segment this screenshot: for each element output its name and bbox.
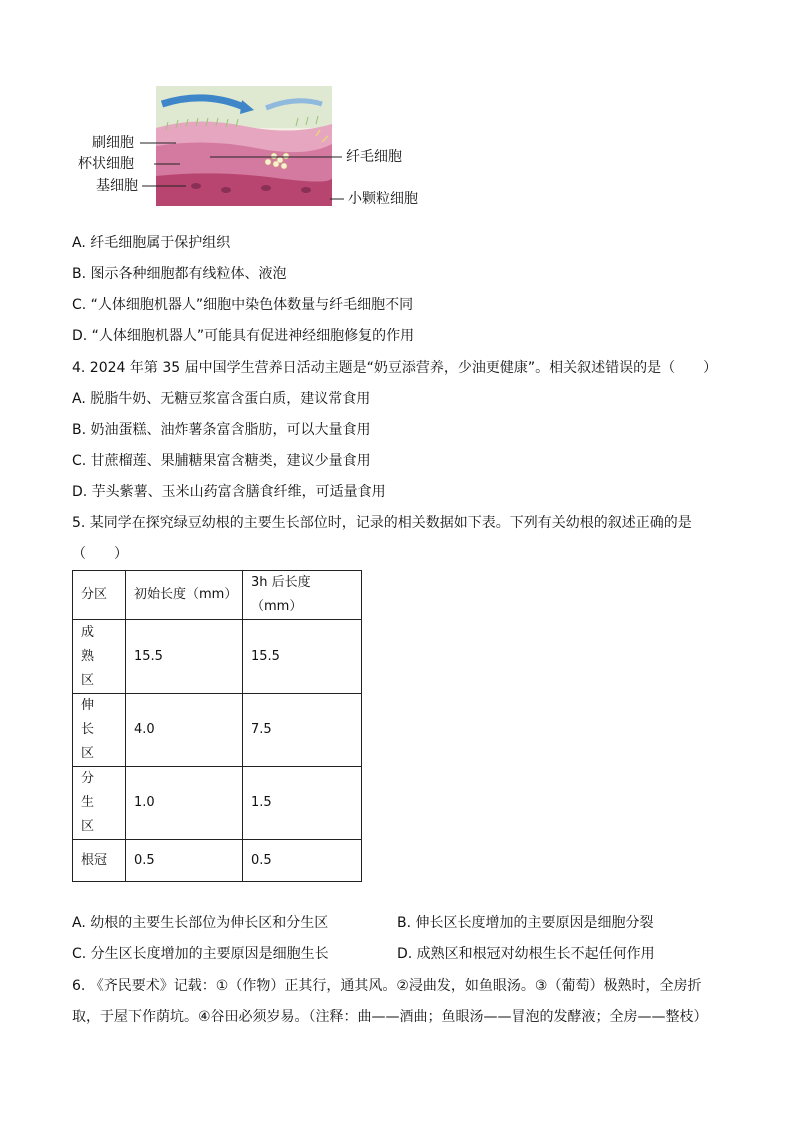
header-after-length: 3h 后长度（mm） — [243, 571, 362, 620]
initial-cell: 0.5 — [126, 840, 243, 882]
q3-option-c: C. “人体细胞机器人”细胞中染色体数量与纤毛细胞不同 — [72, 297, 414, 313]
label-goblet-cell: 杯状细胞 — [78, 156, 134, 172]
initial-cell: 15.5 — [126, 620, 243, 694]
q3-option-a: A. 纤毛细胞属于保护组织 — [72, 235, 231, 251]
q5-option-a: A. 幼根的主要生长部位为伸长区和分生区 — [72, 915, 329, 931]
initial-cell: 4.0 — [126, 694, 243, 767]
q3-option-b: B. 图示各种细胞都有线粒体、液泡 — [72, 266, 287, 282]
table-header-row — [73, 571, 362, 620]
q5-stem: 5. 某同学在探究绿豆幼根的主要生长部位时，记录的相关数据如下表。下列有关幼根的叙述正确的是 — [72, 515, 692, 531]
after-cell: 1.5 — [243, 767, 362, 840]
root-growth-table — [72, 570, 362, 882]
after-cell: 7.5 — [243, 694, 362, 767]
q5-option-b: B. 伸长区长度增加的主要原因是细胞分裂 — [397, 915, 654, 931]
q6-stem-line2: 取，于屋下作荫坑。④谷田必须岁易。（注释：曲——酒曲；鱼眼汤——冒泡的发酵液；全房——整枝） — [72, 1009, 708, 1025]
q4-option-c: C. 甘蔗榴莲、果脯糖果富含糖类，建议少量食用 — [72, 453, 371, 469]
table-row — [73, 767, 362, 840]
table-row — [73, 620, 362, 694]
header-initial-length: 初始长度（mm） — [126, 571, 243, 620]
header-zone: 分区 — [73, 571, 126, 620]
after-cell: 0.5 — [243, 840, 362, 882]
zone-cell: 根冠 — [73, 840, 126, 882]
q4-stem: 4. 2024 年第 35 届中国学生营养日活动主题是“奶豆添营养，少油更健康”。相关叙述错误的是（ ） — [72, 360, 718, 376]
zone-cell: 成 熟 区 — [73, 620, 126, 694]
label-small-granule-cell: 小颗粒细胞 — [348, 191, 418, 207]
table-row — [73, 694, 362, 767]
q5-option-d: D. 成熟区和根冠对幼根生长不起任何作用 — [397, 946, 655, 962]
initial-cell: 1.0 — [126, 767, 243, 840]
zone-cell: 分 生 区 — [73, 767, 126, 840]
after-cell: 15.5 — [243, 620, 362, 694]
q6-stem-line1: 6. 《齐民要术》记载：①（作物）正其行，通其风。②浸曲发，如鱼眼汤。③（葡萄）极熟时，全房折 — [72, 978, 702, 994]
q3-option-d: D. “人体细胞机器人”可能具有促进神经细胞修复的作用 — [72, 328, 415, 344]
table-row — [73, 840, 362, 882]
epithelium-figure — [78, 84, 430, 210]
q4-option-a: A. 脱脂牛奶、无糖豆浆富含蛋白质，建议常食用 — [72, 391, 371, 407]
label-brush-cell: 刷细胞 — [92, 135, 134, 151]
label-ciliated-cell: 纤毛细胞 — [346, 149, 402, 165]
q4-option-b: B. 奶油蛋糕、油炸薯条富含脂肪，可以大量食用 — [72, 422, 371, 438]
q5-stem-bracket: （ ） — [72, 546, 128, 562]
zone-cell: 伸 长 区 — [73, 694, 126, 767]
q4-option-d: D. 芋头紫薯、玉米山药富含膳食纤维，可适量食用 — [72, 484, 386, 500]
q5-option-c: C. 分生区长度增加的主要原因是细胞生长 — [72, 946, 329, 962]
label-basal-cell: 基细胞 — [96, 178, 138, 194]
